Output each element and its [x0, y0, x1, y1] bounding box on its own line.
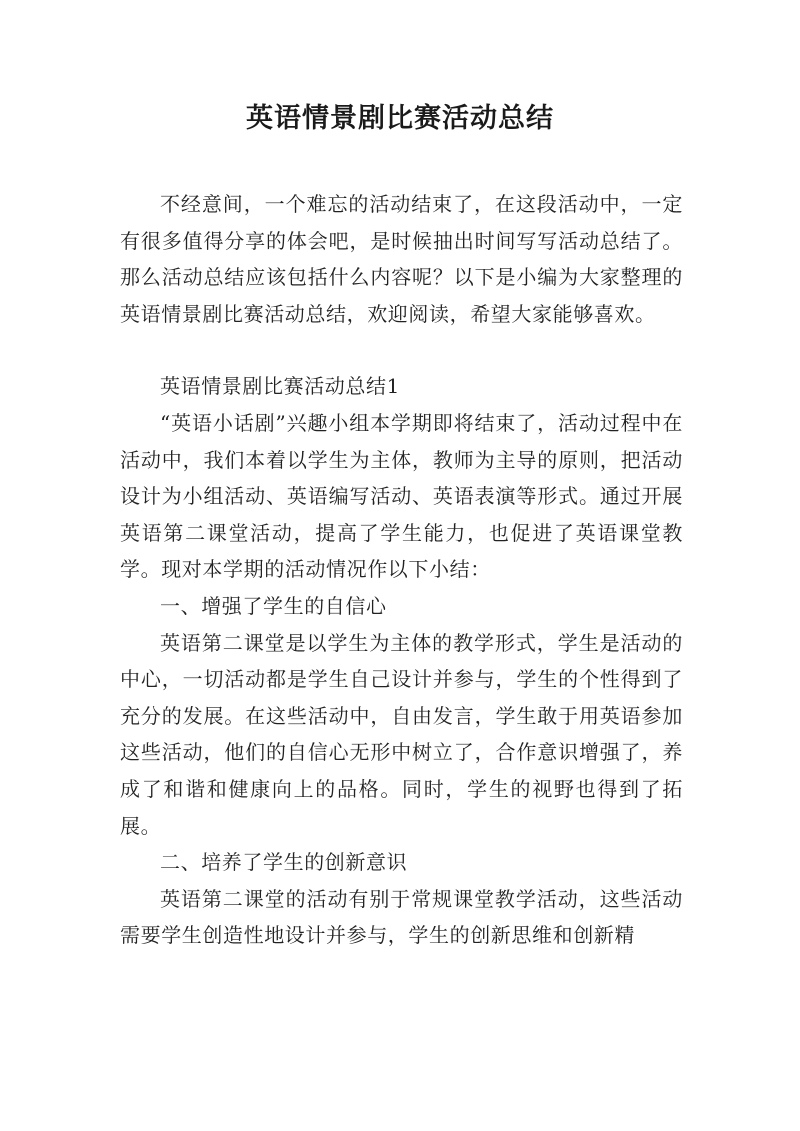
subheading-1-paragraph: 英语第二课堂是以学生为主体的教学形式，学生是活动的中心，一切活动都是学生自己设计并参与，学生的个性得到了充分的发展。在这些活动中，自由发言，学生敢于用英语参加这些活动，他们的自信心无形中树立了，合作意识增强了，养成了和谐和健康向上的品格。同时，学生的视野也得到了拓展。 [120, 630, 683, 838]
intro-paragraph: 不经意间，一个难忘的活动结束了，在这段活动中，一定有很多值得分享的体会吧，是时候抽出时间写写活动总结了。那么活动总结应该包括什么内容呢？以下是小编为大家整理的英语情景剧比赛活动总结，欢迎阅读，希望大家能够喜欢。 [120, 192, 683, 326]
subheading-2: 二、培养了学生的创新意识 [160, 850, 408, 875]
subheading-1: 一、增强了学生的自信心 [160, 593, 387, 618]
document-title: 英语情景剧比赛活动总结 [246, 103, 554, 134]
paragraph-spacer [120, 332, 683, 368]
subheading-2-paragraph: 英语第二课堂的活动有别于常规课堂教学活动，这些活动需要学生创造性地设计并参与，学生的创新思维和创新精 [120, 886, 683, 948]
document-body [120, 186, 683, 954]
section-paragraph: “英语小话剧”兴趣小组本学期即将结束了，活动过程中在活动中，我们本着以学生为主体，教师为主导的原则，把活动设计为小组活动、英语编写活动、英语表演等形式。通过开展英语第二课堂活动，提高了学生能力，也促进了英语课堂教学。现对本学期的活动情况作以下小结： [120, 410, 683, 582]
section-title: 英语情景剧比赛活动总结1 [160, 374, 400, 399]
